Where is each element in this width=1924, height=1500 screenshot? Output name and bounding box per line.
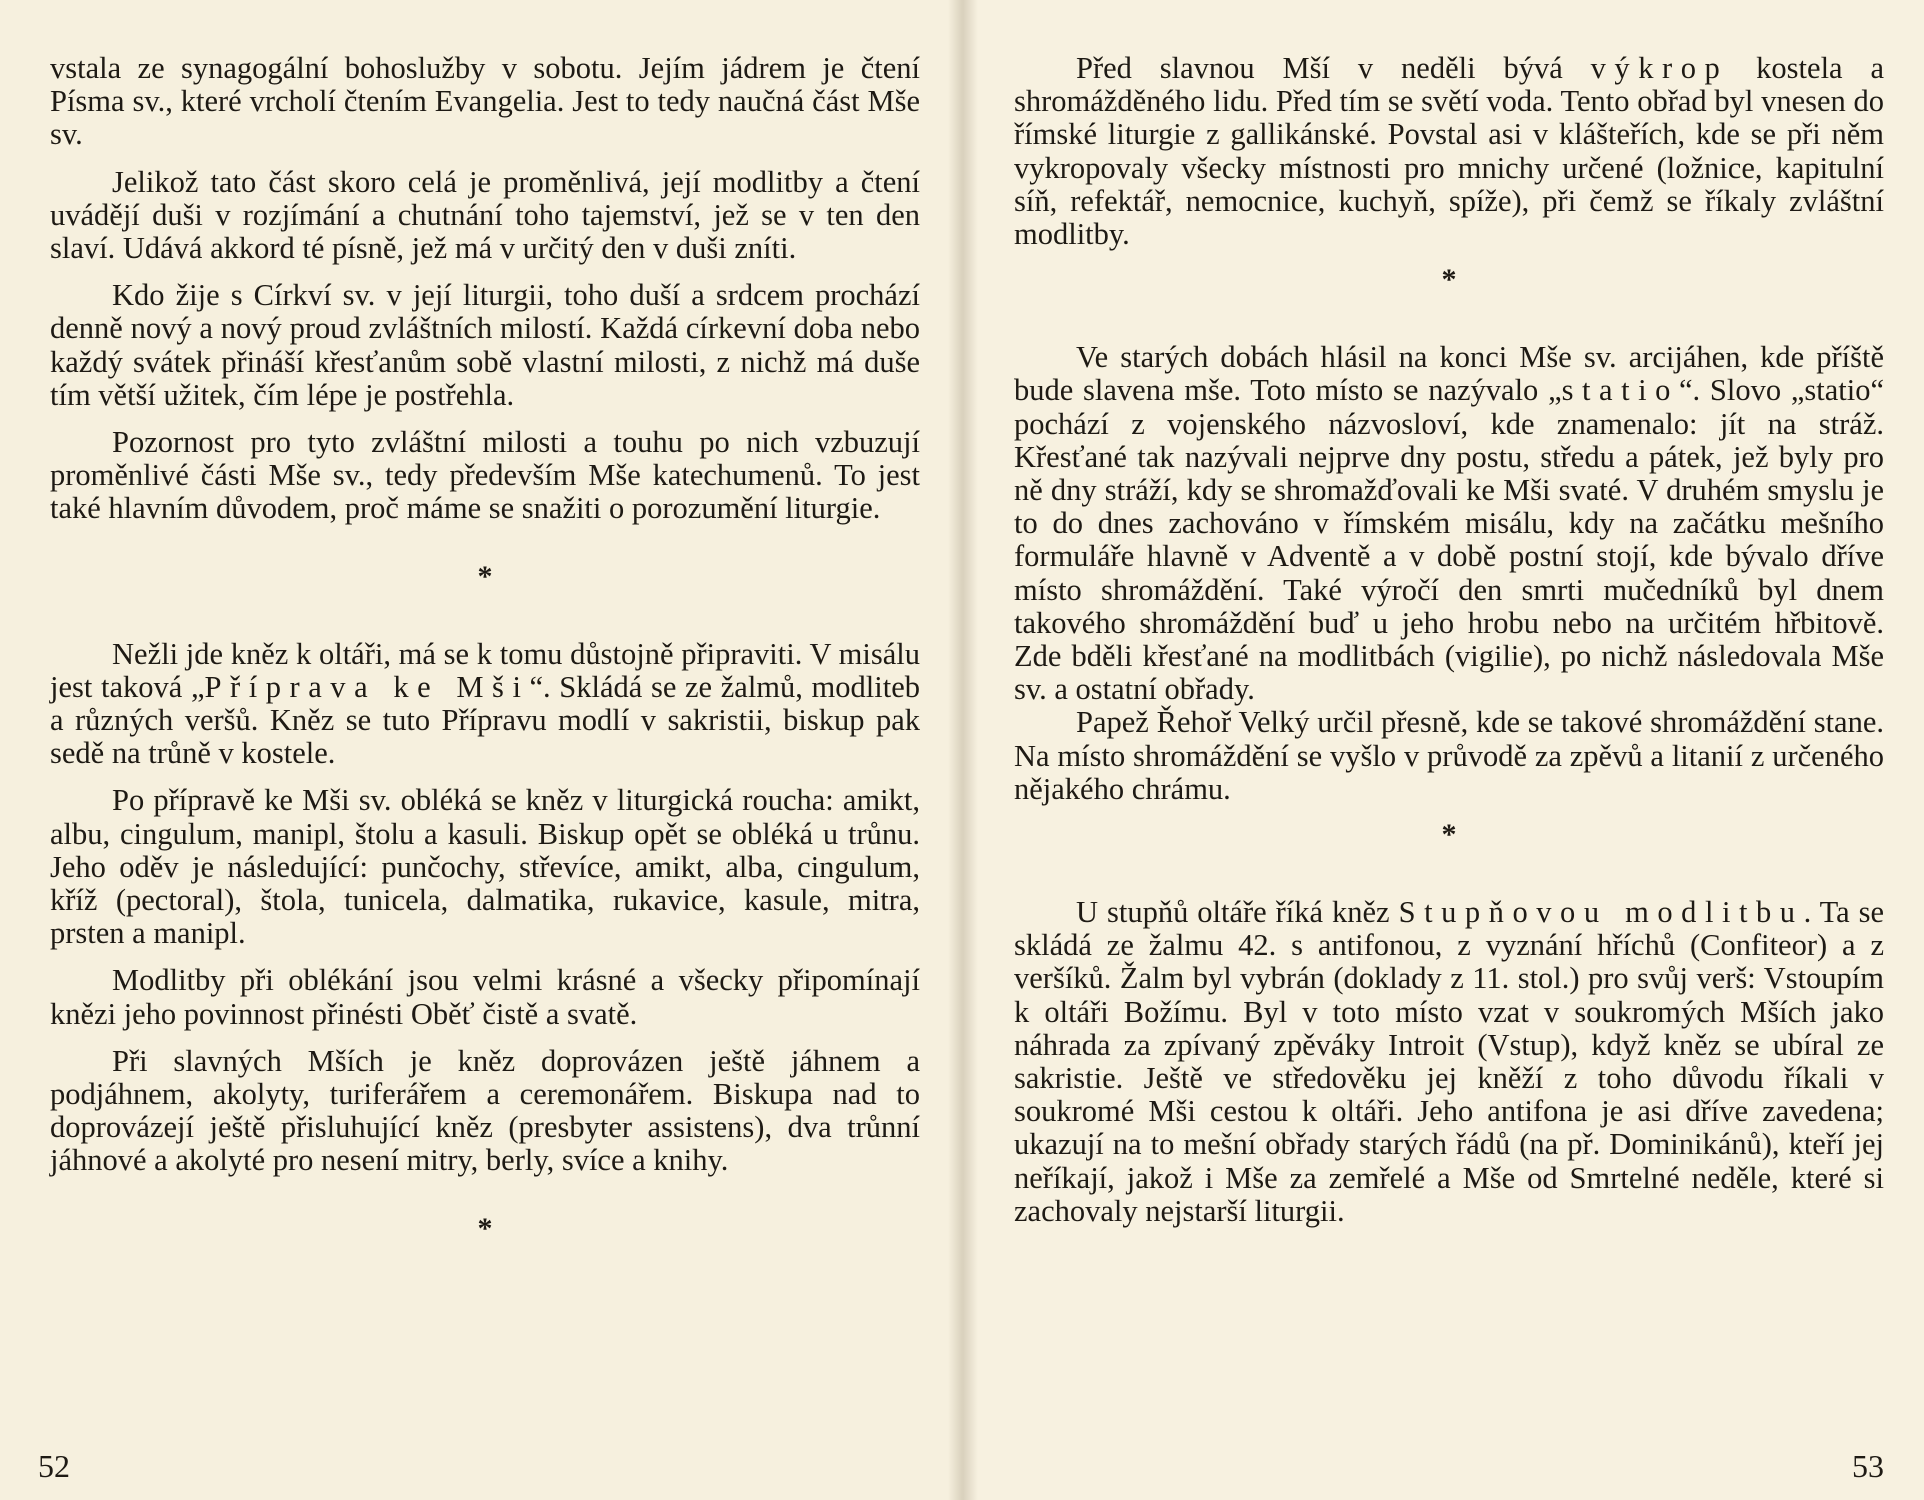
emphasized-term: statio [1561, 373, 1679, 408]
left-paragraph-2: Jelikož tato část skoro celá je proměnlivá, její modlitby a čtení uvádějí duši v rozjímání a chutnání toho tajemství, jež se v ten den slaví. Udává akkord té písně, jež má v určitý den v duši zníti. [50, 164, 920, 266]
left-paragraph-8: Při slavných Mších je kněz doprovázen ještě jáhnem a podjáhnem, akolyty, turiferářem a ceremonářem. Biskupa nad to doprovázejí ještě přisluhující kněz (presbyter assistens), dva trůnní jáhnové a akolyté pro nesení mitry, berly, svíce a knihy. [50, 1043, 920, 1178]
section-divider-star: * [1441, 263, 1457, 297]
right-paragraph-3: Papež Řehoř Velký určil přesně, kde se takové shromáždění stane. Na místo shromáždění se vyšlo v průvodě za zpěvů a litanií z určeného nějakého chrámu. [1014, 705, 1884, 806]
left-page-text [50, 52, 920, 1244]
section-divider-star: * [477, 559, 493, 593]
left-paragraph-1: vstala ze synagogální bohoslužby v sobotu. Jejím jádrem je čtení Písma sv., které vrcholí čtením Evangelia. Jest to tedy naučná část Mše sv. [50, 51, 920, 152]
right-paragraph-4: U stupňů oltáře říká kněz Stupňovou modlitbu. Ta se skládá ze žalmu 42. s antifonou, z vyznání hříchů (Confiteor) a z veršíků. Žalm byl vybrán (doklady z 11. stol.) pro svůj verš: Vstoupím k oltáři Božímu. Byl v toto místo vzat v soukromých Mších jako náhrada za zpívaný zpěváky Introit (Vstup), když kněz se ubíral ze sakristie. Ještě ve středověku jej kněží z toho důvodu říkali v soukromé Mši cestou k oltáři. Jeho antifona je asi dříve zavedena; ukazují na to mešní obřady starých řádů (na př. Dominikánů), kteří jej neříkají, jakož i Mše za zemřelé a Mše od Smrtelné neděle, které si zachovaly nejstarší liturgii. [1014, 895, 1884, 1228]
page-number: 53 [1852, 1448, 1884, 1484]
section-divider-star: * [1441, 818, 1457, 852]
section-divider-star: * [477, 1211, 493, 1245]
emphasized-term: Stupňovou modlitbu [1398, 895, 1804, 930]
left-paragraph-5: Nežli jde kněz k oltáři, má se k tomu důstojně připraviti. V misálu jest taková „Příprava ke Mši“. Skládá se ze žalmů, modliteb a různých veršů. Kněz se tuto Přípravu modlí v sakristii, biskup pak sedě na trůně v kostele. [50, 636, 920, 771]
left-paragraph-3: Kdo žije s Církví sv. v její liturgii, toho duší a srdcem prochází denně nový a nový proud zvláštních milostí. Každá církevní doba nebo každý svátek přináší křesťanům sobě vlastní milosti, z nichž má duše tím větší užitek, čím lépe je postřehla. [50, 278, 920, 412]
right-paragraph-1: Před slavnou Mší v neděli bývá výkrop kostela a shromážděného lidu. Před tím se světí voda. Tento obřad byl vnesen do římské liturgie z gallikánské. Povstal asi v klášteřích, kde se při něm vykropovaly všecky místnosti pro mnichy určené (ložnice, kapitulní síň, refektář, nemocnice, kuchyň, spíže), při čemž se říkaly zvláštní modlitby. [1014, 51, 1884, 252]
emphasized-term: Příprava ke Mši [204, 669, 530, 704]
right-page-text [1014, 52, 1884, 1228]
right-page [962, 0, 1924, 1500]
left-paragraph-4: Pozornost pro tyto zvláštní milosti a touhu po nich vzbuzují proměnlivé části Mše sv., tedy především Mše katechumenů. To jest také hlavním důvodem, proč máme se snažiti o porozumění liturgie. [50, 425, 920, 526]
emphasized-term: výkrop [1590, 51, 1729, 85]
left-paragraph-7: Modlitby při oblékání jsou velmi krásné a všecky připomínají knězi jeho povinnost přinésti Oběť čistě a svatě. [50, 963, 920, 1031]
right-paragraph-2: Ve starých dobách hlásil na konci Mše sv. arcijáhen, kde příště bude slavena mše. Toto místo se nazývalo „statio“. Slovo „statio“ pochází z vojenského názvosloví, kde znamenalo: jít na stráž. Křesťané tak nazývali nejprve dny postu, středu a pátek, jež byly pro ně dny stráží, kdy se shromažďovali ke Mši svaté. V druhém smyslu je to do dnes zachováno v římském misálu, kdy na začátku mešního formuláře hlavně v Adventě a v době postní stojí, kde bývalo dříve místo shromáždění. Také výročí den smrti mučedníků byl dnem takového shromáždění buď u jeho hrobu nebo na určitém hřbitově. Zde bděli křesťané na modlitbách (vigilie), po nichž následovala Mše sv. a ostatní obřady. [1014, 340, 1884, 707]
page-number: 52 [38, 1448, 70, 1484]
left-paragraph-6: Po přípravě ke Mši sv. obléká se kněz v liturgická roucha: amikt, albu, cingulum, manipl, štolu a kasuli. Biskup opět se obléká u trůnu. Jeho oděv je následující: punčochy, střevíce, amikt, alba, cingulum, kříž (pectoral), štola, tunicela, dalmatika, rukavice, kasule, mitra, prsten a manipl. [50, 783, 920, 951]
book-gutter [948, 0, 978, 1500]
